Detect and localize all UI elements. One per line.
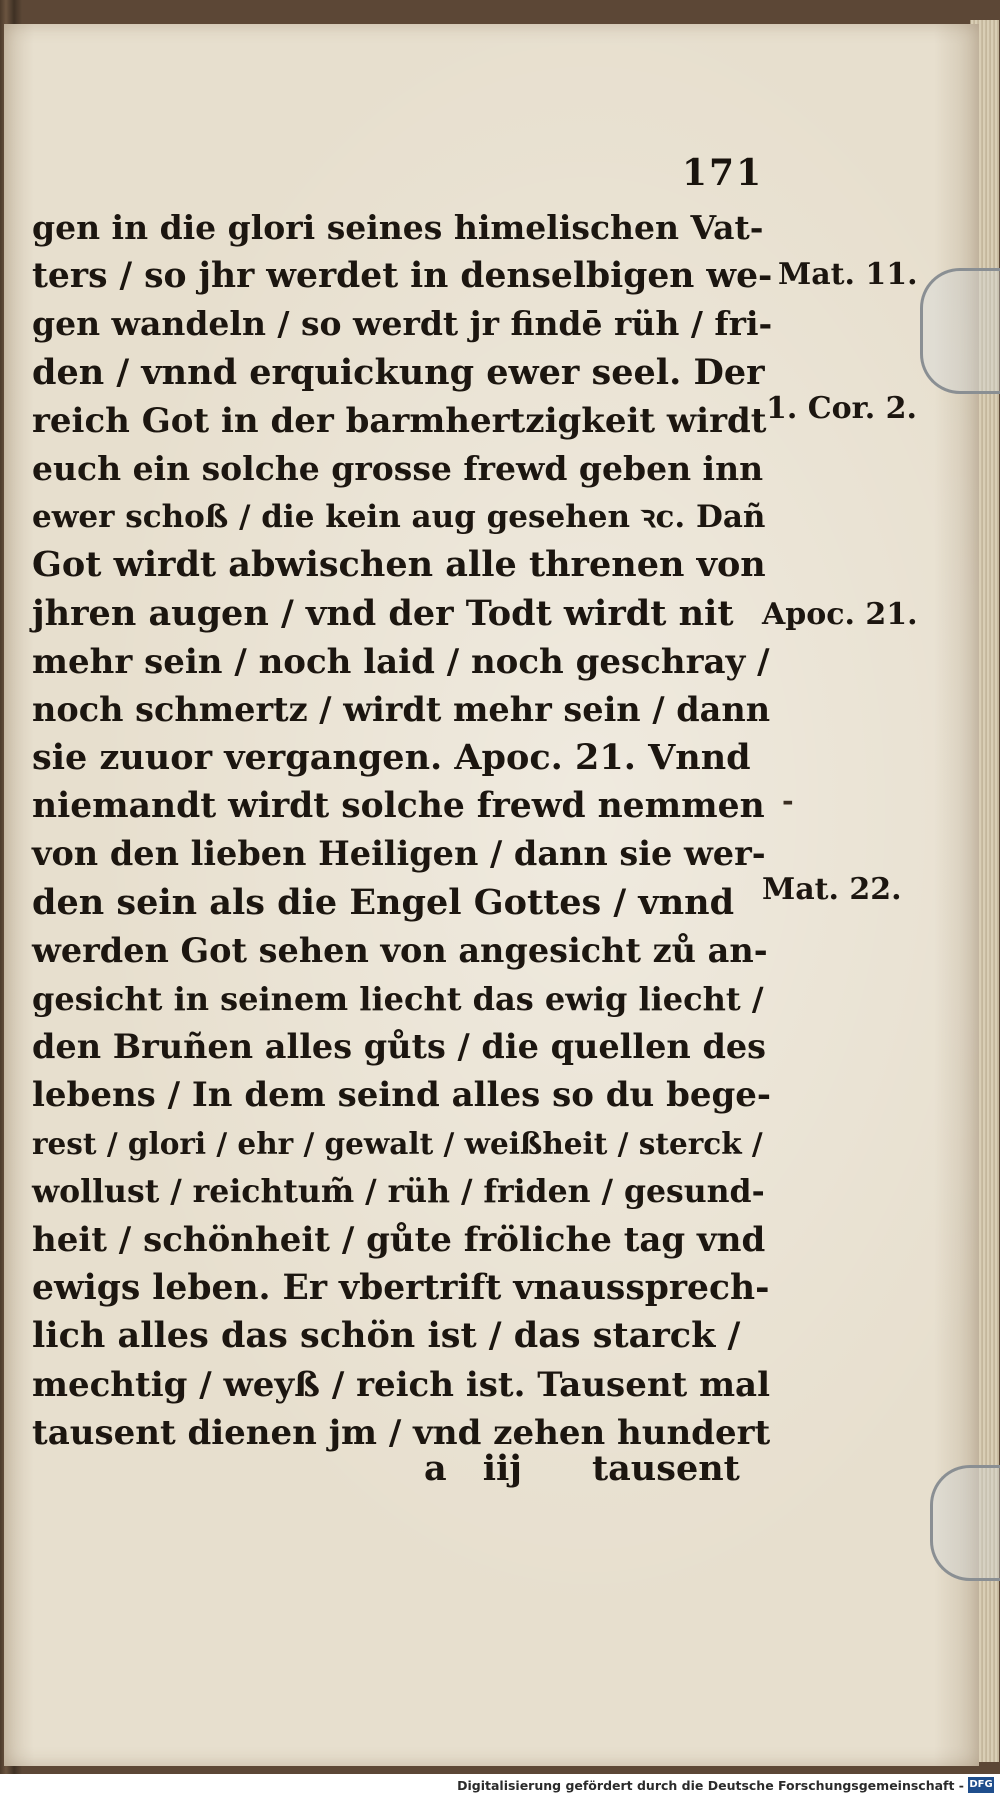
dfg-logo: DFG [968,1777,994,1793]
text-line: lebens / In dem seind alles so du bege- [32,1075,771,1116]
marginal-note: Mat. 11. [778,257,918,292]
page-clip-bottom [930,1465,1000,1581]
text-line: den / vnnd erquickung ewer seel. Der [32,351,765,393]
text-line: ewer schoß / die kein aug gesehen ꝛc. Dañ [32,499,766,536]
book-page [4,24,979,1766]
text-line: noch schmertz / wirdt mehr sein / dann [32,689,771,729]
text-line: rest / glori / ehr / gewalt / weißheit / sterck / [32,1125,763,1161]
text-line: tausent dienen jm / vnd zehen hundert [32,1412,771,1453]
text-line: den Bruñen alles gůts / die quellen des [32,1027,767,1067]
footer-bar [0,1774,1000,1798]
text-line: mechtig / weyß / reich ist. Tausent mal [32,1364,771,1405]
text-line: mehr sein / noch laid / noch geschray / [32,641,770,682]
text-line: gen in die glori seines himelischen Vat- [32,208,764,247]
signature-mark: a [424,1448,447,1489]
marginal-note: Mat. 22. [762,872,902,907]
text-line: lich alles das schön ist / das starck / [32,1315,741,1357]
text-line: den sein als die Engel Gottes / vnnd [32,881,735,923]
text-block [32,204,772,1457]
signature-number: iij [482,1448,522,1489]
marginal-note: Apoc. 21. [762,597,918,632]
marginal-note: 1. Cor. 2. [766,391,917,426]
page-number: 171 [682,152,764,194]
text-line: werden Got sehen von angesicht zů an- [32,930,768,970]
text-line: sie zuuor vergangen. Apoc. 21. Vnnd [32,737,751,779]
text-line: von den lieben Heiligen / dann sie wer- [32,834,766,874]
text-line: jhren augen / vnd der Todt wirdt nit [32,592,734,634]
text-line: gen wandeln / so werdt jr findē rüh / fri- [32,304,773,344]
text-line: Got wirdt abwischen alle threnen von [32,544,766,586]
text-line: ters / so jhr werdet in denselbigen we- [32,256,773,297]
text-line: heit / schönheit / gůte fröliche tag vnd [32,1219,766,1260]
text-line: reich Got in der barmhertzigkeit wirdt [32,400,767,441]
page-clip-top [920,268,1000,394]
text-line: wollust / reichtum̃ / rüh / friden / gesund- [32,1172,765,1210]
text-line: gesicht in seinem liecht das ewig liecht / [32,980,764,1018]
text-line: ewigs leben. Er vbertrift vnaussprech- [32,1268,770,1309]
funding-credit: Digitalisierung gefördert durch die Deutsche Forschungsgemeinschaft - [457,1778,964,1793]
text-line: euch ein solche grosse frewd geben inn [32,448,764,488]
stray-mark: - [782,784,794,817]
catchword-line [424,1448,784,1489]
catchword: tausent [591,1448,740,1489]
text-line: niemandt wirdt solche frewd nemmen [32,786,765,827]
